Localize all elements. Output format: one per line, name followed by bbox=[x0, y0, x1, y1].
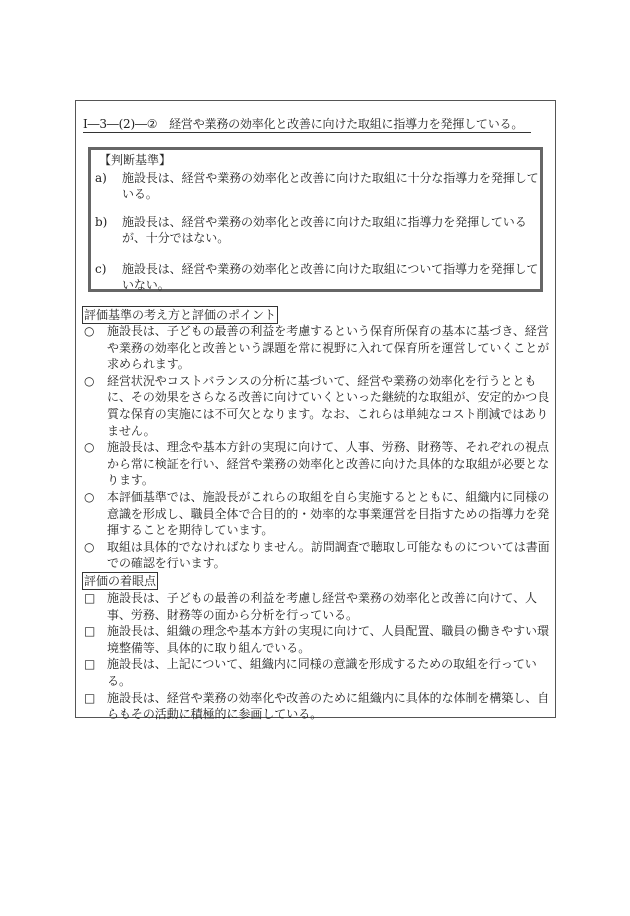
focus-label: 評価の着眼点 bbox=[84, 574, 157, 588]
list-item bbox=[82, 590, 552, 623]
checkbox-icon: □ bbox=[84, 657, 96, 672]
item-line: での確認を行います。 bbox=[107, 556, 226, 571]
criterion-item bbox=[95, 214, 527, 246]
list-item bbox=[82, 439, 552, 489]
item-line: 事、労務、財務等の面から分析を行っている。 bbox=[107, 607, 358, 622]
criterion-line: が、十分ではない。 bbox=[122, 231, 230, 245]
criterion-line: いる。 bbox=[122, 187, 158, 201]
section-title: Ⅰ―3―(2)―② 経営や業務の効率化と改善に向けた取組に指導力を発揮している。 bbox=[83, 116, 531, 133]
item-line: 境整備等、具体的に取り組んでいる。 bbox=[107, 640, 311, 655]
list-item bbox=[82, 373, 552, 439]
bullet-circle-icon: ○ bbox=[84, 489, 95, 504]
item-line: ります。 bbox=[107, 473, 154, 488]
item-line: 本評価基準では、施設長がこれらの取組を自ら実施するとともに、組織内に同様の bbox=[107, 489, 550, 504]
criterion-item bbox=[95, 261, 538, 293]
bullet-circle-icon: ○ bbox=[84, 324, 95, 338]
criterion-line: いない。 bbox=[122, 278, 170, 292]
item-line: る。 bbox=[107, 673, 131, 688]
item-line: 取組は具体的でなければなりません。訪問調査で聴取し可能なものについては書面 bbox=[107, 539, 550, 554]
points-list bbox=[82, 323, 552, 572]
item-line: らもその活動に積極的に参画している。 bbox=[107, 707, 323, 722]
judgment-heading: 【判断基準】 bbox=[99, 153, 172, 167]
criterion-line: 施設長は、経営や業務の効率化と改善に向けた取組に指導力を発揮している bbox=[122, 215, 527, 229]
item-line: 施設長は、理念や基本方針の実現に向けて、人事、労務、財務等、それぞれの視点 bbox=[107, 440, 549, 455]
list-item bbox=[82, 623, 552, 656]
item-line: 求められます。 bbox=[107, 357, 190, 372]
list-item bbox=[82, 690, 552, 723]
checkbox-icon: □ bbox=[84, 624, 96, 639]
item-line: ません。 bbox=[107, 423, 156, 438]
list-item bbox=[82, 489, 552, 539]
item-line: 施設長は、経営や業務の効率化や改善のために組織内に具体的な体制を構築し、自 bbox=[107, 690, 550, 705]
item-line: 施設長は、組織の理念や基本方針の実現に向けて、人員配置、職員の働きやすい環 bbox=[107, 624, 549, 639]
item-line: 施設長は、上記について、組織内に同様の意識を形成するための取組を行ってい bbox=[107, 657, 537, 672]
item-line: に、その効果をさらなる改善に向けていくといった継続的な取組が、安定的かつ良 bbox=[107, 390, 550, 405]
judgment-criteria-box bbox=[88, 147, 543, 292]
item-line: 質な保育の実施には不可欠となります。なお、これらは単純なコスト削減ではあり bbox=[107, 406, 549, 421]
criterion-line: 施設長は、経営や業務の効率化と改善に向けた取組について指導力を発揮して bbox=[122, 262, 539, 276]
criterion-line: 施設長は、経営や業務の効率化と改善に向けた取組に十分な指導力を発揮して bbox=[122, 171, 539, 185]
criterion-item bbox=[95, 170, 539, 202]
points-label: 評価基準の考え方と評価のポイント bbox=[84, 308, 277, 322]
item-line: 意識を形成し、職員全体で合目的的・効率的な事業運営を目指すための指導力を発 bbox=[107, 506, 550, 521]
bullet-circle-icon: ○ bbox=[84, 440, 95, 455]
list-item bbox=[82, 323, 552, 373]
checkbox-icon: □ bbox=[84, 690, 96, 705]
criterion-mark: b) bbox=[95, 215, 108, 229]
bullet-circle-icon: ○ bbox=[84, 539, 95, 554]
checkbox-icon: □ bbox=[84, 591, 96, 605]
item-line: 施設長は、子どもの最善の利益を考慮するという保育所保育の基本に基づき、経営 bbox=[107, 324, 549, 338]
list-item bbox=[82, 656, 552, 689]
item-line: から常に検証を行い、経営や業務の効率化と改善に向けた具体的な取組が必要とな bbox=[107, 456, 550, 471]
list-item bbox=[82, 539, 552, 572]
item-line: 施設長は、子どもの最善の利益を考慮し経営や業務の効率化と改善に向けて、人 bbox=[107, 591, 537, 605]
item-line: 経営状況やコストバランスの分析に基づいて、経営や業務の効率化を行うととも bbox=[107, 373, 537, 388]
item-line: 揮することを期待しています。 bbox=[107, 523, 274, 538]
criterion-mark: c) bbox=[95, 262, 107, 276]
bullet-circle-icon: ○ bbox=[84, 373, 95, 388]
item-line: や業務の効率化と改善という課題を常に視野に入れて保育所を運営していくことが bbox=[107, 340, 550, 355]
criterion-mark: a) bbox=[95, 171, 107, 185]
focus-list bbox=[82, 590, 552, 723]
